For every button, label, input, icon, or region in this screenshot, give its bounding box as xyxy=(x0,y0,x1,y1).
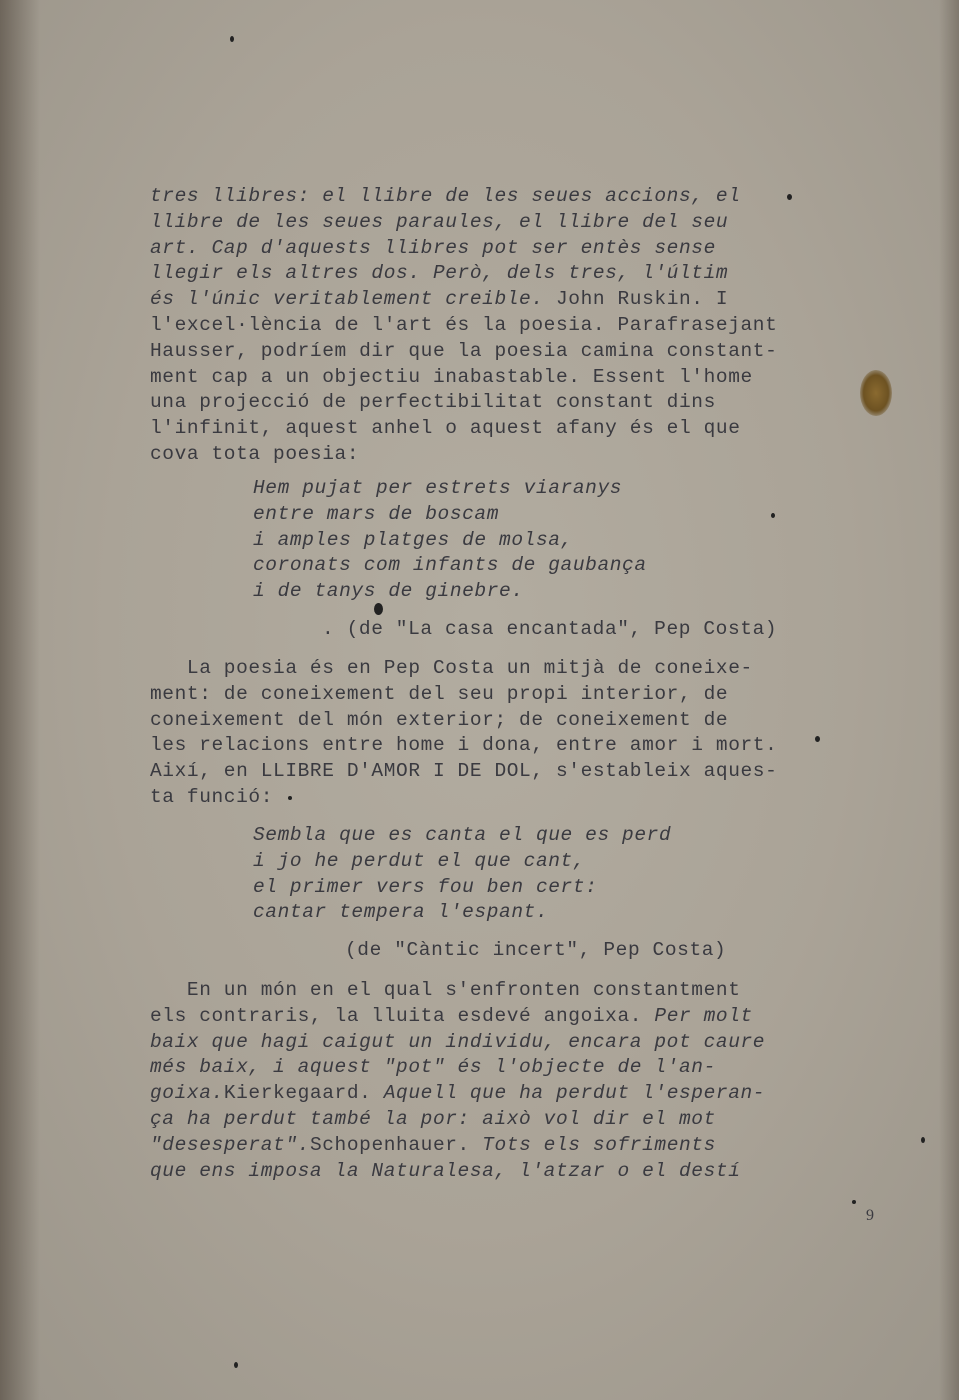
italic-quote-segment: ça ha perdut també la por: això vol dir el mot xyxy=(150,1108,716,1130)
page-edge-shadow-left xyxy=(0,0,40,1400)
speck xyxy=(230,36,234,42)
italic-quote-segment: més baix, i aquest "pot" és l'objecte de l'an- xyxy=(150,1056,716,1079)
verse-line: Sembla que es canta el que es perd xyxy=(253,824,672,846)
ink-stain xyxy=(860,370,892,416)
paragraph-line xyxy=(150,758,777,784)
speck xyxy=(234,1362,238,1368)
paragraph-line xyxy=(150,977,741,1003)
paragraph-line xyxy=(150,1106,716,1132)
paragraph-line xyxy=(150,338,777,364)
paragraph-line xyxy=(150,209,728,235)
italic-quote-segment: goixa. xyxy=(150,1082,224,1105)
verse-line: el primer vers fou ben cert: xyxy=(253,875,598,898)
paragraph-line xyxy=(150,655,753,681)
paragraph-line xyxy=(150,1158,741,1184)
paragraph-line xyxy=(150,784,273,810)
verse-line: entre mars de boscam xyxy=(253,502,500,525)
text-segment: una projecció de perfectibilitat constant dins xyxy=(150,391,716,414)
paragraph-line xyxy=(150,286,728,312)
italic-quote-segment: tres llibres: el llibre de les seues accions, el xyxy=(150,185,741,207)
page-number: 9 xyxy=(866,1207,874,1224)
text-segment: les relacions entre home i dona, entre amor i mort. xyxy=(150,734,778,757)
text-segment: Schopenhauer. xyxy=(309,1133,483,1156)
paragraph-line xyxy=(150,389,716,415)
text-segment: ment: de coneixement del seu propi interior, de xyxy=(150,682,729,705)
speck xyxy=(288,796,292,800)
speck xyxy=(787,194,792,200)
speck xyxy=(921,1137,925,1143)
speck xyxy=(374,603,383,615)
italic-quote-segment: Per molt xyxy=(654,1004,753,1027)
page-edge-shadow-right xyxy=(939,0,959,1400)
paragraph-line xyxy=(150,1029,765,1055)
text-segment: coneixement del món exterior; de coneixement de xyxy=(150,708,729,731)
verse-line: i de tanys de ginebre. xyxy=(253,580,524,603)
paragraph-line xyxy=(150,707,728,733)
speck xyxy=(815,736,820,742)
italic-quote-segment: Tots els sofriments xyxy=(482,1133,716,1156)
paragraph-line xyxy=(150,1080,765,1106)
text-segment: Hausser, podríem dir que la poesia camina constant- xyxy=(150,339,778,362)
paragraph-line xyxy=(150,732,777,758)
text-segment: l'excel·lència de l'art és la poesia. Parafrasejant xyxy=(150,314,778,336)
speck xyxy=(771,513,775,518)
verse-line: i jo he perdut el que cant, xyxy=(253,849,586,872)
italic-quote-segment: és l'únic veritablement creible. xyxy=(150,288,544,311)
text-segment: John Ruskin. I xyxy=(543,288,729,311)
citation: (de "Càntic incert", Pep Costa) xyxy=(345,939,727,961)
paragraph-line xyxy=(150,260,728,286)
paragraph-line xyxy=(150,681,728,707)
paragraph-line xyxy=(150,1132,716,1158)
italic-quote-segment: llegir els altres dos. Però, dels tres, l'últim xyxy=(150,262,729,285)
paragraph-line xyxy=(150,1003,753,1029)
text-segment: cova tota poesia: xyxy=(150,443,360,465)
italic-quote-segment: "desesperat". xyxy=(150,1133,310,1156)
verse-line: i amples platges de molsa, xyxy=(253,528,573,551)
text-segment: els contraris, la lluita esdevé angoixa. xyxy=(150,1004,655,1027)
paragraph-line xyxy=(150,312,777,338)
verse-line: cantar tempera l'espant. xyxy=(253,901,549,924)
paragraph-line xyxy=(150,441,359,467)
citation: . (de "La casa encantada", Pep Costa) xyxy=(322,618,778,640)
text-segment: Kierkegaard. xyxy=(223,1082,384,1105)
verse-line: Hem pujat per estrets viaranys xyxy=(253,477,623,499)
paragraph-line xyxy=(150,235,716,261)
verse-line: coronats com infants de gaubança xyxy=(253,554,647,577)
paragraph-line xyxy=(150,415,741,441)
text-segment: En un món en el qual s'enfronten constantment xyxy=(150,979,741,1001)
paragraph-line xyxy=(150,364,753,390)
paragraph-line xyxy=(150,1054,716,1080)
speck xyxy=(852,1200,856,1204)
italic-quote-segment: baix que hagi caigut un individu, encara pot caure xyxy=(150,1030,766,1053)
paragraph-line xyxy=(150,183,741,209)
text-segment: Així, en LLIBRE D'AMOR I DE DOL, s'estableix aques- xyxy=(150,760,778,783)
italic-quote-segment: que ens imposa la Naturalesa, l'atzar o el destí xyxy=(150,1159,741,1182)
text-segment: l'infinit, aquest anhel o aquest afany és el que xyxy=(150,417,741,440)
text-segment: ta funció: xyxy=(150,786,274,808)
italic-quote-segment: llibre de les seues paraules, el llibre del seu xyxy=(150,210,729,233)
italic-quote-segment: Aquell que ha perdut l'esperan- xyxy=(383,1082,766,1105)
text-segment: ment cap a un objectiu inabastable. Essent l'home xyxy=(150,365,753,388)
italic-quote-segment: art. Cap d'aquests llibres pot ser entès sense xyxy=(150,236,716,259)
text-segment: La poesia és en Pep Costa un mitjà de coneixe- xyxy=(150,657,753,679)
